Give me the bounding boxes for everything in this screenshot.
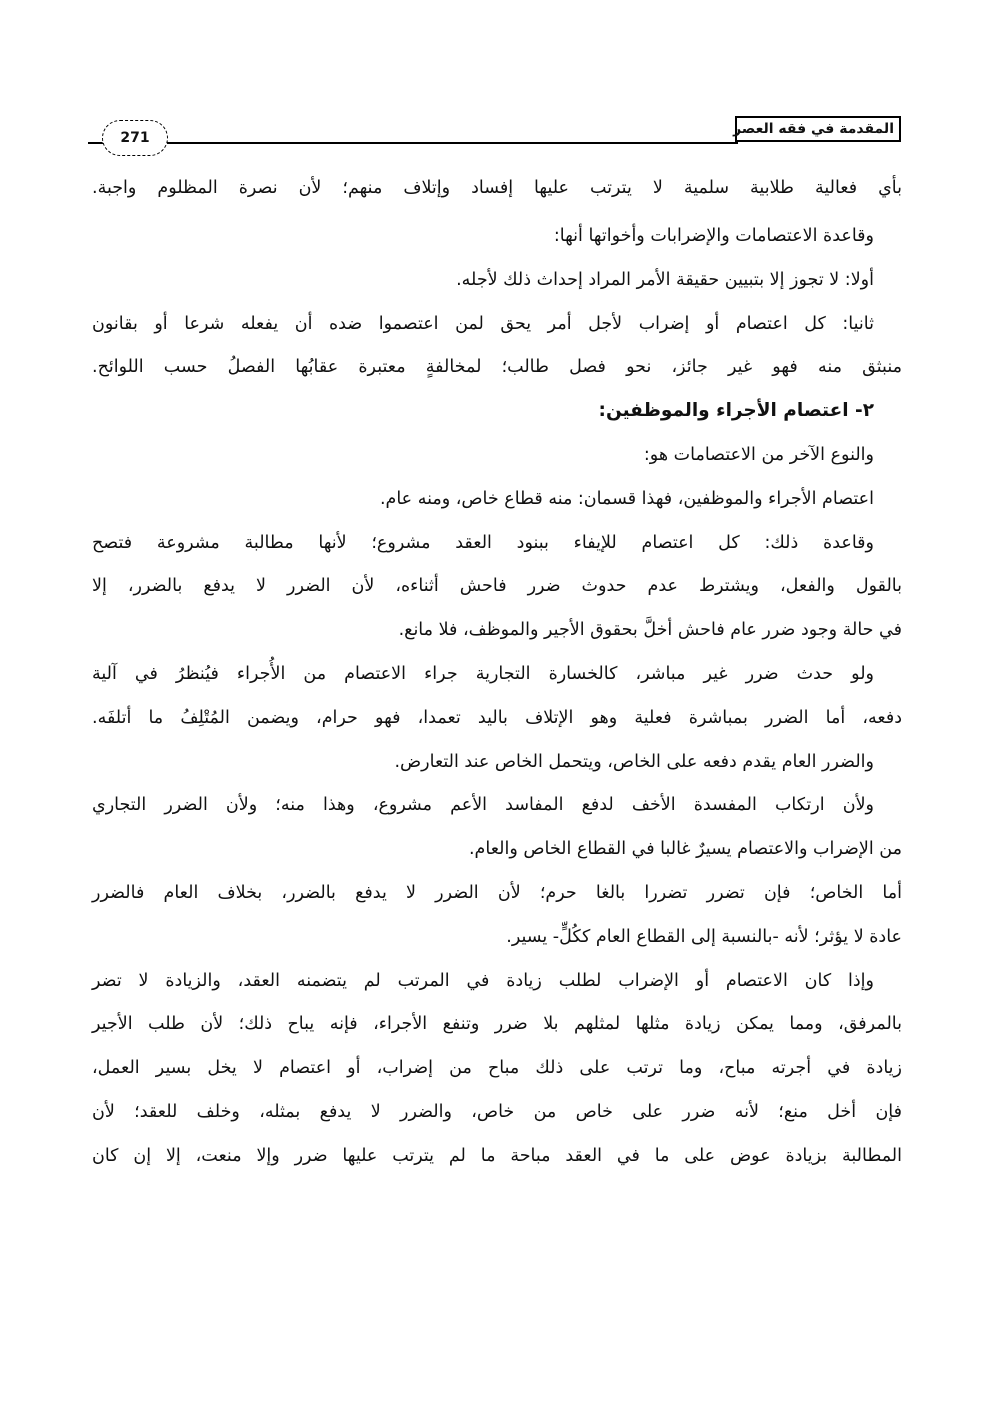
page-number: 271	[102, 120, 168, 156]
text-line: اعتصام الأجراء والموظفين، فهذا قسمان: منه قطاع خاص، ومنه عام.	[379, 488, 874, 509]
section-heading: ٢- اعتصام الأجراء والموظفين:	[598, 400, 874, 422]
text-line: في حالة وجود ضرر عام فاحش أخلَّ بحقوق الأجير والموظف، فلا مانع.	[398, 620, 902, 641]
text-line: بالقول والفعل، ويشترط عدم حدوث ضرر فاحش أثناءه، لأن الضرر لا يدفع بالضرر، إلا	[92, 576, 902, 597]
text-line: بأي فعالية طلابية سلمية لا يترتب عليها إفساد وإتلاف منهم؛ لأن نصرة المظلوم واجبة.	[92, 178, 902, 198]
text-line: والضرر العام يقدم دفعه على الخاص، ويتحمل الخاص عند التعارض.	[394, 751, 874, 772]
text-line: فإن أخل منع؛ لأنه ضرر على خاص من خاص، والضرر لا يدفع بمثله، وخلف للعقد؛ لأن	[92, 1101, 902, 1122]
header-rule	[88, 142, 738, 144]
body-text	[92, 168, 902, 1180]
text-line: من الإضراب والاعتصام يسيرٌ غالبا في القطاع الخاص والعام.	[468, 839, 902, 860]
text-line: ولأن ارتكاب المفسدة الأخف لدفع المفاسد الأعم مشروع، وهذا منه؛ ولأن الضرر التجاري	[92, 795, 874, 816]
text-line: المطالبة بزيادة عوض على ما في العقد مباحة ما لم يترتب عليها ضرر وإلا منعت، إلا إن كان	[92, 1145, 902, 1166]
text-line: والنوع الآخر من الاعتصامات هو:	[643, 444, 874, 465]
text-line: وإذا كان الاعتصام أو الإضراب لطلب زيادة في المرتب لم يتضمنه العقد، والزيادة لا تضر	[92, 970, 874, 991]
text-line: وقاعدة ذلك: كل اعتصام للإيفاء ببنود العقد مشروع؛ لأنها مطالبة مشروعة فتصح	[92, 532, 874, 553]
text-line: زيادة في أجرته مباح، وما ترتب على ذلك مباح من إضراب، أو اعتصام لا يخل بسير العمل،	[92, 1058, 902, 1079]
text-line: دفعه، أما الضرر بمباشرة فعلية وهو الإتلاف باليد تعمدا، فهو حرام، ويضمن المُتْلِفُ ما أتلفَه.	[92, 707, 902, 728]
text-line: ثانيا: كل اعتصام أو إضراب لأجل أمر يحق لمن اعتصموا ضده أن يفعله شرعا أو بقانون	[92, 313, 874, 334]
running-header-title: المقدمة في فقه العصر	[735, 116, 901, 142]
text-line: أما الخاص؛ فإن تضرر تضررا بالغا حرم؛ لأن الضرر لا يدفع بالضرر، بخلاف العام فالضرر	[92, 882, 902, 903]
text-line: أولا: لا تجوز إلا بتبيين حقيقة الأمر المراد إحداث ذلك لأجله.	[456, 269, 874, 290]
text-line: عادة لا يؤثر؛ لأنه -بالنسبة إلى القطاع العام ككُلٍّ- يسير.	[506, 926, 902, 947]
text-line: بالمرفق، ومما يمكن زيادة مثلها لمثلهم بلا ضرر وتنفع الأجراء، فإنه يباح ذلك؛ لأن طلب الأجير	[92, 1014, 902, 1035]
text-line: وقاعدة الاعتصامات والإضرابات وأخواتها أنها:	[553, 226, 874, 246]
text-line: منبثق منه فهو غير جائز، نحو فصل طالب؛ لمخالفةٍ معتبرة عقابُها الفصلُ حسب اللوائح.	[92, 357, 902, 378]
text-line: ولو حدث ضرر غير مباشر، كالخسارة التجارية جراء الاعتصام من الأُجراء فيُنظرُ في آلية	[92, 663, 874, 684]
